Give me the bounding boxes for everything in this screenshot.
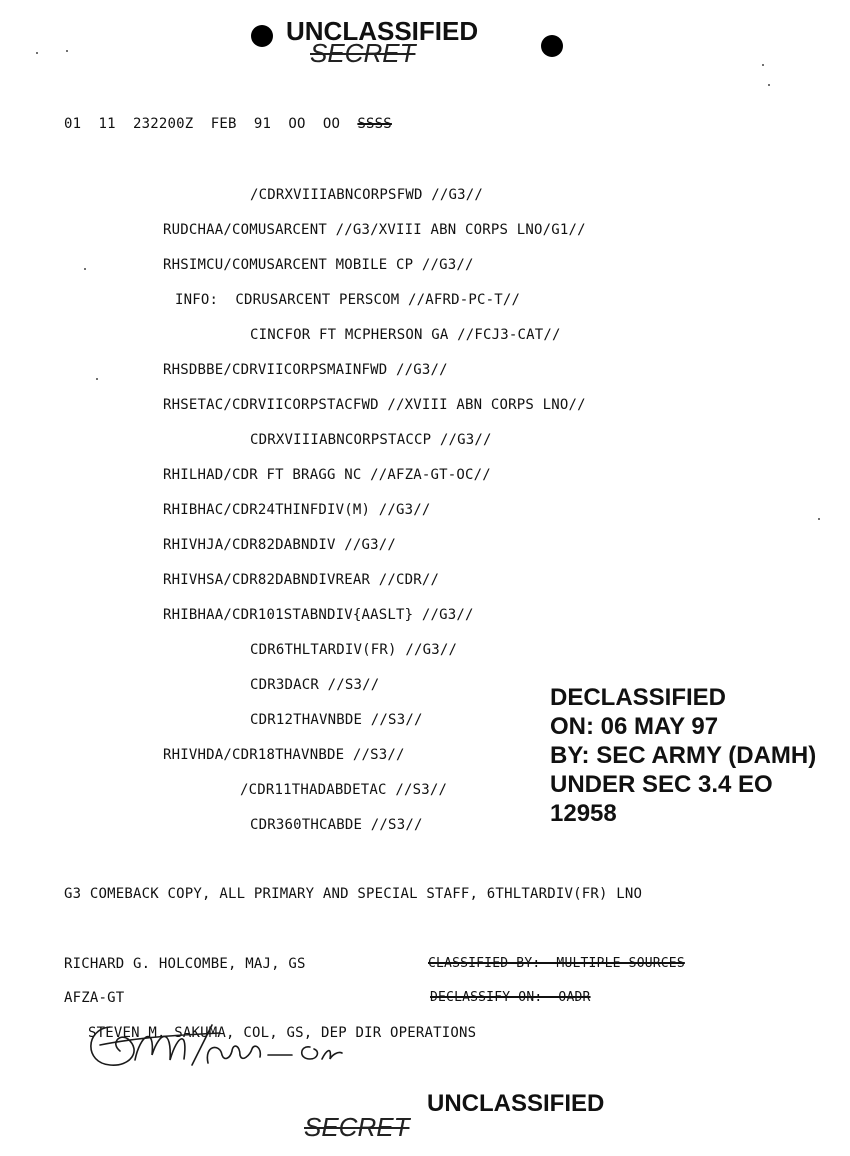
addressee-line: CDRXVIIIABNCORPSTACCP //G3//: [250, 432, 492, 448]
header-unclassified-stamp: UNCLASSIFIED: [286, 16, 479, 46]
office-symbol: AFZA-GT: [64, 990, 125, 1006]
header-secret-crossed: SECRET: [310, 38, 416, 68]
addressee-line: RHILHAD/CDR FT BRAGG NC //AFZA-GT-OC//: [163, 467, 491, 483]
scan-speck: [818, 518, 820, 520]
addressee-line: RUDCHAA/COMUSARCENT //G3/XVIII ABN CORPS LNO/G1//: [163, 222, 586, 238]
punch-hole-left: [251, 25, 273, 47]
handwritten-signature: [80, 1015, 350, 1075]
addressee-line: CINCFOR FT MCPHERSON GA //FCJ3-CAT//: [250, 327, 561, 343]
declass-line-4: UNDER SEC 3.4 EO: [550, 771, 773, 798]
originator: RICHARD G. HOLCOMBE, MAJ, GS: [64, 956, 306, 972]
addressee-line: RHSDBBE/CDRVIICORPSMAINFWD //G3//: [163, 362, 448, 378]
dtg-line: [64, 116, 392, 132]
scan-speck: [762, 64, 764, 66]
scan-speck: [84, 268, 86, 270]
footer-unclassified-stamp: UNCLASSIFIED: [427, 1090, 605, 1117]
addressee-line: INFO: CDRUSARCENT PERSCOM //AFRD-PC-T//: [175, 292, 521, 308]
addressee-line: RHIVHDA/CDR18THAVNBDE //S3//: [163, 747, 405, 763]
declass-line-3: BY: SEC ARMY (DAMH): [550, 742, 817, 769]
addressee-line: RHSETAC/CDRVIICORPSTACFWD //XVIII ABN CORPS LNO//: [163, 397, 586, 413]
classified-by-crossed: CLASSIFIED BY: MULTIPLE SOURCES: [428, 956, 685, 971]
scan-speck: [96, 378, 98, 380]
addressee-line: CDR360THCABDE //S3//: [250, 817, 423, 833]
addressee-line: CDR3DACR //S3//: [250, 677, 380, 693]
addressee-line: /CDRXVIIIABNCORPSFWD //G3//: [250, 187, 483, 203]
addressee-line: RHIVHSA/CDR82DABNDIVREAR //CDR//: [163, 572, 440, 588]
addressee-line: RHIVHJA/CDR82DABNDIV //G3//: [163, 537, 396, 553]
addressee-line: RHIBHAC/CDR24THINFDIV(M) //G3//: [163, 502, 431, 518]
addressee-line: /CDR11THADABDETAC //S3//: [240, 782, 448, 798]
declassification-stamp: [550, 683, 816, 828]
declass-line-5: 12958: [550, 800, 617, 827]
dtg-crossed-code: SSSS: [357, 116, 392, 132]
distribution-note: G3 COMEBACK COPY, ALL PRIMARY AND SPECIAL STAFF, 6THLTARDIV(FR) LNO: [64, 886, 643, 902]
addressee-line: CDR12THAVNBDE //S3//: [250, 712, 423, 728]
declassify-on-crossed: DECLASSIFY ON: OADR: [430, 990, 591, 1005]
scan-speck: [36, 52, 38, 54]
declass-line-1: DECLASSIFIED: [550, 684, 727, 711]
dtg-prefix: 01 11 232200Z FEB 91 OO OO: [64, 116, 341, 132]
punch-hole-right: [541, 35, 563, 57]
footer-secret-crossed: SECRET: [304, 1112, 410, 1142]
declass-line-2: ON: 06 MAY 97: [550, 713, 719, 740]
scan-speck: [768, 84, 770, 86]
addressee-line: CDR6THLTARDIV(FR) //G3//: [250, 642, 458, 658]
addressee-line: RHSIMCU/COMUSARCENT MOBILE CP //G3//: [163, 257, 474, 273]
scan-speck: [66, 50, 68, 52]
addressee-line: RHIBHAA/CDR101STABNDIV{AASLT} //G3//: [163, 607, 474, 623]
releaser: STEVEN M. SAKUMA, COL, GS, DEP DIR OPERATIONS: [88, 1025, 477, 1041]
